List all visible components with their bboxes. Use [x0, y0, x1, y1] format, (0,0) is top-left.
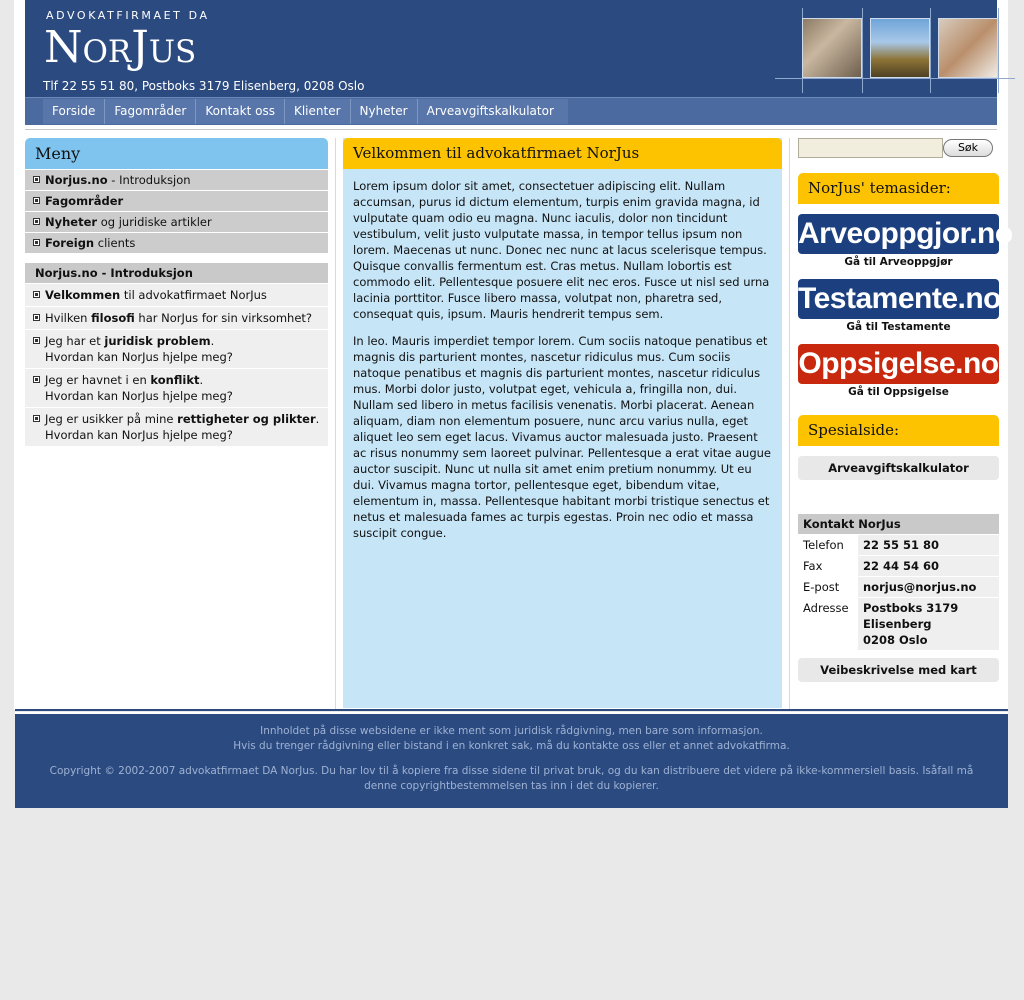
- submenu-text: Hvordan kan NorJus hjelpe meg?: [45, 389, 233, 403]
- content-paragraph: Lorem ipsum dolor sit amet, consectetuer adipiscing elit. Nullam accumsan, purus id dictum elementum, turpis enim gravida magna, id vulputate quam odio eu magna. Nunc iaculis, dolor non tincidunt vestibulum, velit justo vulputate massa, in tempor tellus ipsum non lorem. Maecenas ut nunc. Donec nec nunc at lacus scelerisque tempus. Quisque convallis fermentum est. Cras metus. Nullam lobortis est commodo elit. Pellentesque posuere elit nec eros. Fusce ut nisl sed urna lacinia porttitor. Fusce libero massa, volutpat non, pharetra sed, consequat quis, ipsum. Mauris hendrerit tempus sem.: [353, 179, 770, 321]
- contact-value: 22 55 51 80: [863, 538, 940, 552]
- submenu-text: .: [210, 334, 215, 348]
- bullet-icon: [33, 415, 40, 422]
- testamente-banner[interactable]: Testamente.no: [798, 279, 999, 319]
- menu-item-foreign[interactable]: [25, 233, 328, 253]
- submenu-text: Jeg er havnet i en: [45, 373, 151, 387]
- menu-title: Meny: [25, 138, 328, 169]
- submenu-text: Hvilken: [45, 311, 92, 325]
- page-title: Velkommen til advokatfirmaet NorJus: [343, 138, 782, 169]
- submenu-text: . Hvordan kan NorJus hjelpe meg?: [45, 412, 320, 442]
- menu-item-nyheter[interactable]: [25, 212, 328, 232]
- left-menu: [25, 138, 328, 446]
- column-divider: [335, 138, 336, 710]
- nav-item-fagomrader[interactable]: Fagområder: [104, 99, 195, 124]
- nav-item-klienter[interactable]: Klienter: [284, 99, 350, 124]
- site-header: [25, 0, 997, 125]
- submenu-item-filosofi[interactable]: [25, 307, 328, 329]
- menu-item-fagomrader[interactable]: [25, 191, 328, 211]
- building-photo: [870, 18, 930, 78]
- nav-item-forside[interactable]: Forside: [52, 104, 96, 118]
- submenu-item-velkommen[interactable]: [25, 284, 328, 306]
- map-directions-button[interactable]: Veibeskrivelse med kart: [798, 658, 999, 682]
- nav-item-nyheter[interactable]: Nyheter: [350, 99, 417, 124]
- header-divider: [25, 129, 997, 130]
- contact-key: E-post: [798, 577, 858, 597]
- search-input[interactable]: [798, 138, 943, 158]
- header-photos: [775, 8, 1015, 93]
- special-title: Spesialside:: [798, 415, 999, 446]
- photo-frame-line: [775, 78, 1015, 79]
- oppsigelse-banner[interactable]: Oppsigelse.no: [798, 344, 999, 384]
- submenu-text: .: [199, 373, 204, 387]
- submenu-item-rettigheter[interactable]: [25, 408, 328, 446]
- submenu-item-konflikt[interactable]: [25, 369, 328, 407]
- arveoppgjor-banner[interactable]: Arveoppgjor.no: [798, 214, 999, 254]
- woman-phone-photo: [938, 18, 998, 78]
- elderly-couple-photo: [802, 18, 862, 78]
- search-form: [798, 138, 999, 160]
- right-sidebar: [798, 138, 1013, 682]
- address-line: 0208 Oslo: [863, 633, 928, 647]
- menu-item-bold: Foreign: [45, 236, 95, 250]
- contact-row-email: [798, 577, 999, 597]
- submenu-bold: filosofi: [91, 311, 135, 325]
- menu-item-bold: Norjus.no: [45, 173, 108, 187]
- footer-disclaimer: Innholdet på disse websidene er ikke ment som juridisk rådgivning, men bare som informasjon.: [260, 725, 763, 737]
- main-nav: [25, 97, 997, 125]
- contact-key: Adresse: [798, 598, 858, 650]
- contact-key: Fax: [798, 556, 858, 576]
- menu-item-intro[interactable]: [25, 170, 328, 190]
- contact-row-address: [798, 598, 999, 650]
- menu-item-bold: Fagområder: [45, 194, 124, 208]
- photo-frame-line: [862, 8, 863, 93]
- menu-item-text: clients: [94, 236, 136, 250]
- contact-box: [798, 514, 999, 682]
- search-button[interactable]: Søk: [943, 139, 993, 157]
- firm-label: ADVOKATFIRMAET DA: [46, 9, 210, 22]
- email-link[interactable]: norjus@norjus.no: [863, 580, 977, 594]
- arveavgift-calculator-button[interactable]: Arveavgiftskalkulator: [798, 456, 999, 480]
- site-footer: [15, 712, 1008, 808]
- bullet-icon: [33, 176, 40, 183]
- menu-item-bold: Nyheter: [45, 215, 98, 229]
- submenu-title: Norjus.no - Introduksjon: [25, 263, 328, 283]
- submenu-bold: Velkommen: [45, 288, 121, 302]
- submenu-item-juridisk-problem[interactable]: [25, 330, 328, 368]
- header-contact-line: Tlf 22 55 51 80, Postboks 3179 Elisenberg, 0208 Oslo: [43, 79, 365, 93]
- address-line: Postboks 3179: [863, 601, 959, 615]
- photo-frame-line: [998, 8, 999, 93]
- submenu-text: til advokatfirmaet NorJus: [120, 288, 267, 302]
- contact-key: Telefon: [798, 535, 858, 555]
- contact-row-fax: [798, 556, 999, 576]
- testamente-link[interactable]: Gå til Testamente: [846, 321, 951, 333]
- footer-copyright: Copyright © 2002-2007 advokatfirmaet DA NorJus. Du har lov til å kopiere fra disse sidene til privat bruk, og du kan distribuere det videre på ikke-kommersiell basis. Isåfall må denne copyrightbestemmelsen tas inn i det du kopierer.: [49, 765, 974, 792]
- submenu-text: Jeg har et: [45, 334, 105, 348]
- oppsigelse-link[interactable]: Gå til Oppsigelse: [848, 386, 949, 398]
- contact-row-phone: [798, 535, 999, 555]
- main-content: [343, 138, 782, 708]
- bullet-icon: [33, 337, 40, 344]
- contact-value: [858, 598, 999, 650]
- submenu-bold: rettigheter og plikter: [177, 412, 316, 426]
- nav-item-kontakt[interactable]: Kontakt oss: [195, 99, 284, 124]
- footer-border: [15, 709, 1008, 711]
- submenu-text: Jeg er usikker på mine: [45, 412, 178, 426]
- bullet-icon: [33, 197, 40, 204]
- submenu-bold: juridisk problem: [104, 334, 211, 348]
- contact-value: 22 44 54 60: [863, 559, 940, 573]
- submenu-text: har NorJus for sin virksomhet?: [134, 311, 313, 325]
- content-paragraph: In leo. Mauris imperdiet tempor lorem. Cum sociis natoque penatibus et magnis dis parturient montes, nascetur ridiculus mus. Cum sociis natoque penatibus et magnis dis parturient montes, nascetur ridiculus mus. Morbi dolor justo, volutpat eget, vehicula a, fringilla non, dui. Nullam sed libero in metus facilisis venenatis. Morbi placerat. Aenean aliquam, diam non elementum posuere, nunc arcu varius nulla, eget aliquet leo sem eget lacus. Vivamus auctor malesuada justo. Praesent ac risus nonummy sem laoreet pulvinar. Pellentesque a erat vitae augue auctor suscipit. Nunc ut nulla sit amet enim pretium nonummy. Ut eu dui. Vivamus magna tortor, pellentesque eget, bibendum vitae, elementum in, massa. Pellentesque habitant morbi tristique senectus et netus et malesuada fames ac turpis egestas. Proin nec odio et massa suscipit congue.: [353, 334, 771, 540]
- themes-title: NorJus' temasider:: [798, 173, 999, 204]
- bullet-icon: [33, 376, 40, 383]
- bullet-icon: [33, 291, 40, 298]
- bullet-icon: [33, 314, 40, 321]
- submenu-text: Hvordan kan NorJus hjelpe meg?: [45, 350, 233, 364]
- bullet-icon: [33, 239, 40, 246]
- arveoppgjor-link[interactable]: Gå til Arveoppgjør: [844, 256, 953, 268]
- photo-frame-line: [930, 8, 931, 93]
- footer-disclaimer: Hvis du trenger rådgivning eller bistand i en konkret sak, må du kontakte oss eller et annet advokatfirma.: [233, 740, 790, 752]
- address-line: Elisenberg: [863, 617, 932, 631]
- menu-item-text: - Introduksjon: [107, 173, 191, 187]
- submenu-bold: konflikt: [150, 373, 200, 387]
- page-container: [14, 0, 1013, 710]
- menu-item-text: og juridiske artikler: [97, 215, 212, 229]
- contact-title: Kontakt NorJus: [798, 514, 999, 534]
- logo[interactable]: NorJus: [44, 22, 197, 73]
- bullet-icon: [33, 218, 40, 225]
- column-divider: [789, 138, 790, 710]
- nav-item-kalkulator[interactable]: Arveavgiftskalkulator: [417, 99, 563, 124]
